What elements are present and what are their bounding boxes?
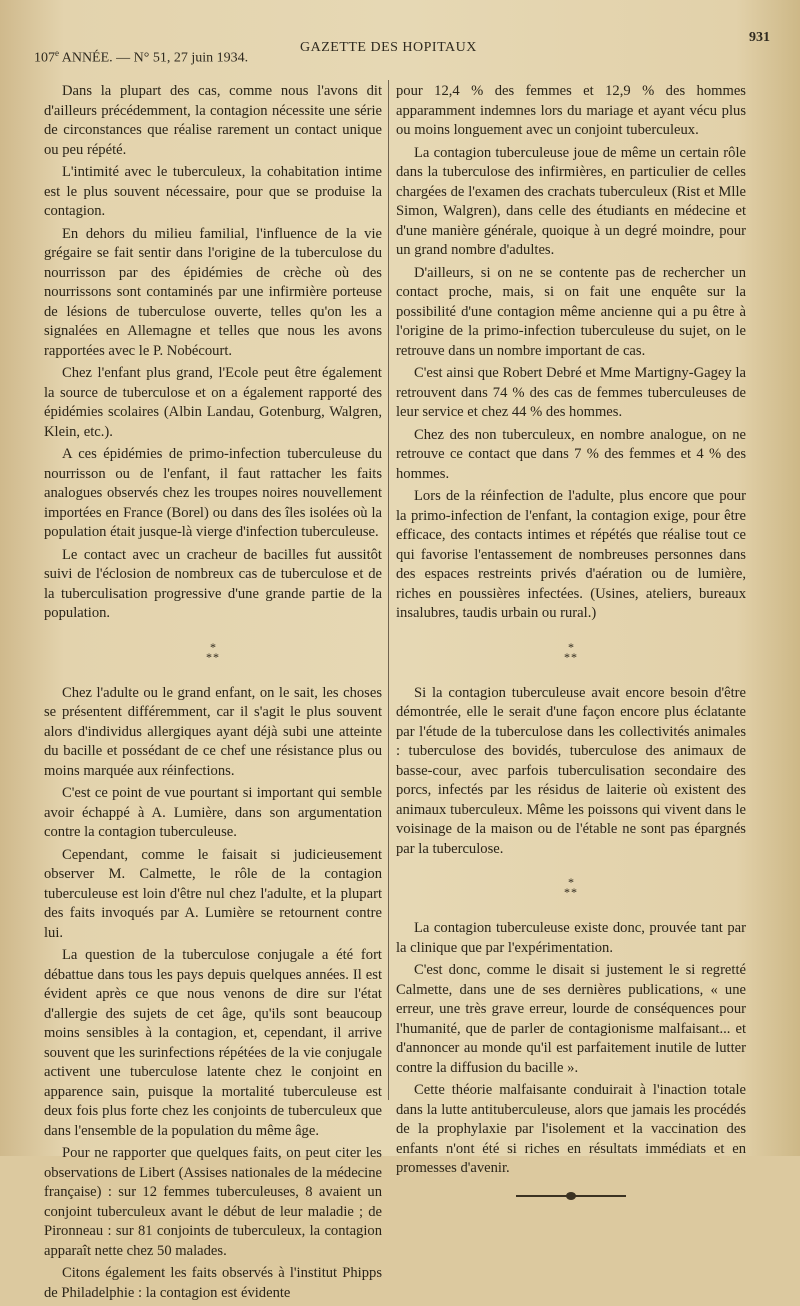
paragraph: C'est donc, comme le disait si justement le si regretté Calmette, dans une de ses dernières publications, « une erreur, une très grave erreur, lourde de conséquences pour l'humanité, que de parler de contagionisme malfaisant... et d'annoncer au monde qu'il est parfaitement inutile de lutter contre la diffusion du bacille ». xyxy=(396,962,746,1076)
journal-title: GAZETTE DES HOPITAUX xyxy=(300,40,477,55)
section-separator: * ** xyxy=(564,875,578,899)
column-divider xyxy=(388,80,389,1100)
section-separator: * ** xyxy=(206,639,220,664)
paragraph: Dans la plupart des cas, comme nous l'avons dit d'ailleurs précédemment, la contagion nécessite une série de circonstances que réalise rarement un contact unique ou peu répété. xyxy=(44,83,382,158)
issue-info: 107e ANNÉE. — N° 51, 27 juin 1934. xyxy=(34,48,249,66)
paragraph: C'est ainsi que Robert Debré et Mme Martigny-Gagey la retrouvent dans 74 % des cas de femmes tuberculeuses de leur service et chez 44 % des hommes. xyxy=(396,365,746,420)
section-separator: * ** xyxy=(564,639,578,664)
page-number: 931 xyxy=(749,30,770,45)
paragraph: Cette théorie malfaisante conduirait à l'inaction totale dans la lutte antituberculeuse, alors que jamais les procédés de la prophylaxie par l'isolement et la vaccination des enfants n'ont été si riches en résultats immédiats et en promesses d'avenir. xyxy=(396,1082,746,1176)
paragraph: La contagion tuberculeuse existe donc, prouvée tant par la clinique que par l'expérimentation. xyxy=(396,920,746,956)
paragraph: Le contact avec un cracheur de bacilles fut aussitôt suivi de l'éclosion de nombreux cas de tuberculose et de la tuberculisation progressive d'une grande partie de la population. xyxy=(44,546,382,621)
paragraph: Cependant, comme le faisait si judicieusement observer M. Calmette, le rôle de la contagion tuberculeuse est loin d'être nul chez l'adulte, et la plupart des faits invoqués par A. Lumière se retournent contre lui. xyxy=(44,846,382,941)
paragraph: La contagion tuberculeuse joue de même un certain rôle dans la tuberculose des infirmières, en particulier de celles chargées de l'examen des crachats tuberculeux (Rist et Mlle Simon, Walgren), dans celle des étudiants en médecine et d'une manière générale, quoique à un degré moindre, pour un grand nombre d'adultes. xyxy=(396,144,746,258)
paragraph: Chez l'enfant plus grand, l'Ecole peut être également la source de tuberculose et on a également rapporté des épidémies scolaires (Albin Landau, Gotenburg, Walgren, Klein, etc.). xyxy=(44,365,382,440)
paragraph: Si la contagion tuberculeuse avait encore besoin d'être démontrée, elle le serait d'une façon encore plus éclatante par l'étude de la tuberculose dans les collectivités animales : tuberculose des bovidés, tuberculose des animaux de basse-cour, avec parfois tuberculisation secondaire des porcs, infectés par les résidus de laiterie où existent des animaux tuberculeux. Même les poissons qui vivent dans le voisinage de la maison ou de l'étable ne sont pas épargnés par la tuberculose. xyxy=(396,684,746,857)
paragraph: Citons également les faits observés à l'institut Phipps de Philadelphie : la contagion est évidente xyxy=(44,1265,382,1301)
paragraph: Chez des non tuberculeux, en nombre analogue, on ne retrouve ce contact que dans 7 % des femmes et 4 % des hommes. xyxy=(396,426,746,482)
paragraph: pour 12,4 % des femmes et 12,9 % des hommes apparamment indemnes lors du mariage et ayant vécu plus ou moins longuement avec un conjoint tuberculeux. xyxy=(396,83,746,138)
paragraph: A ces épidémies de primo-infection tuberculeuse du nourrisson ou de l'enfant, il faut rattacher les faits analogues observés chez les troupes noires nouvellement importées en France (Borel) ou dans des îles isolées où la population était jusque-là vierge d'infection tuberculeuse. xyxy=(44,446,382,540)
paragraph: Lors de la réinfection de l'adulte, plus encore que pour la primo-infection de l'enfant, la contagion exige, pour être efficace, des contacts intimes et répétés que réalise tout ce qui favorise l'entassement de nombreuses personnes dans des espaces restreints privés d'aération ou de lumière, riches en poussières infectées. (Usines, ateliers, bureaux insalubres, taudis urbain ou rural.) xyxy=(396,488,746,621)
paragraph: Pour ne rapporter que quelques faits, on peut citer les observations de Libert (Assises nationales de la médecine française) : sur 12 femmes tuberculeuses, 8 avaient un conjoint tuberculeux avant le début de leur maladie ; de Pironneau : sur 81 conjoints de tuberculeux, la contagion apparaît nette chez 50 malades. xyxy=(44,1145,382,1259)
page-header xyxy=(30,30,770,70)
paragraph: D'ailleurs, si on ne se contente pas de rechercher un contact proche, mais, si on fait une enquête sur la possibilité d'une contagion même ancienne qui a pu être à l'origine de la primo-infection tuberculeuse du sujet, on le retrouve dans un nombre important de cas. xyxy=(396,264,746,359)
left-column xyxy=(44,82,382,1306)
paragraph: Chez l'adulte ou le grand enfant, on le sait, les choses se présentent différemment, car il s'agit le plus souvent alors d'individus allergiques ayant déjà subi une atteinte du bacille et possédant de ce chef une résistance plus ou moins marquée aux réinfections. xyxy=(44,684,382,779)
paragraph: En dehors du milieu familial, l'influence de la vie grégaire se fait sentir dans l'origine de la tuberculose du nourrisson par des épidémies de crèche où des nourrissons sont contaminés par une infirmière porteuse de lésions de tuberculose ouverte, telles qu'on les a signalées en Allemagne et telles que nous les avons rapportées avec le P. Nobécourt. xyxy=(44,225,382,359)
paragraph: L'intimité avec le tuberculeux, la cohabitation intime est le plus souvent nécessaire, pour que se produise la contagion. xyxy=(44,164,382,219)
paragraph: La question de la tuberculose conjugale a été fort débattue dans tous les pays depuis quelques années. Il est évident après ce que nous venons de dire sur l'état d'allergie des sujets de cet âge, qu'ils sont beaucoup moins sensibles à la contagion, et, cependant, il arrive souvent que les surinfections répétées de la vie conjugale activent une tuberculose latente chez le conjoint en apparence sain, puisque la mortalité tuberculeuse est deux fois plus forte chez les conjoints de tuberculeux que dans l'ensemble de la population du même âge. xyxy=(44,947,382,1139)
end-ornament-rule xyxy=(516,1195,626,1197)
paragraph: C'est ce point de vue pourtant si important qui semble avoir échappé à A. Lumière, dans son argumentation contre la contagion tuberculeuse. xyxy=(44,785,382,840)
right-column xyxy=(396,82,746,1197)
